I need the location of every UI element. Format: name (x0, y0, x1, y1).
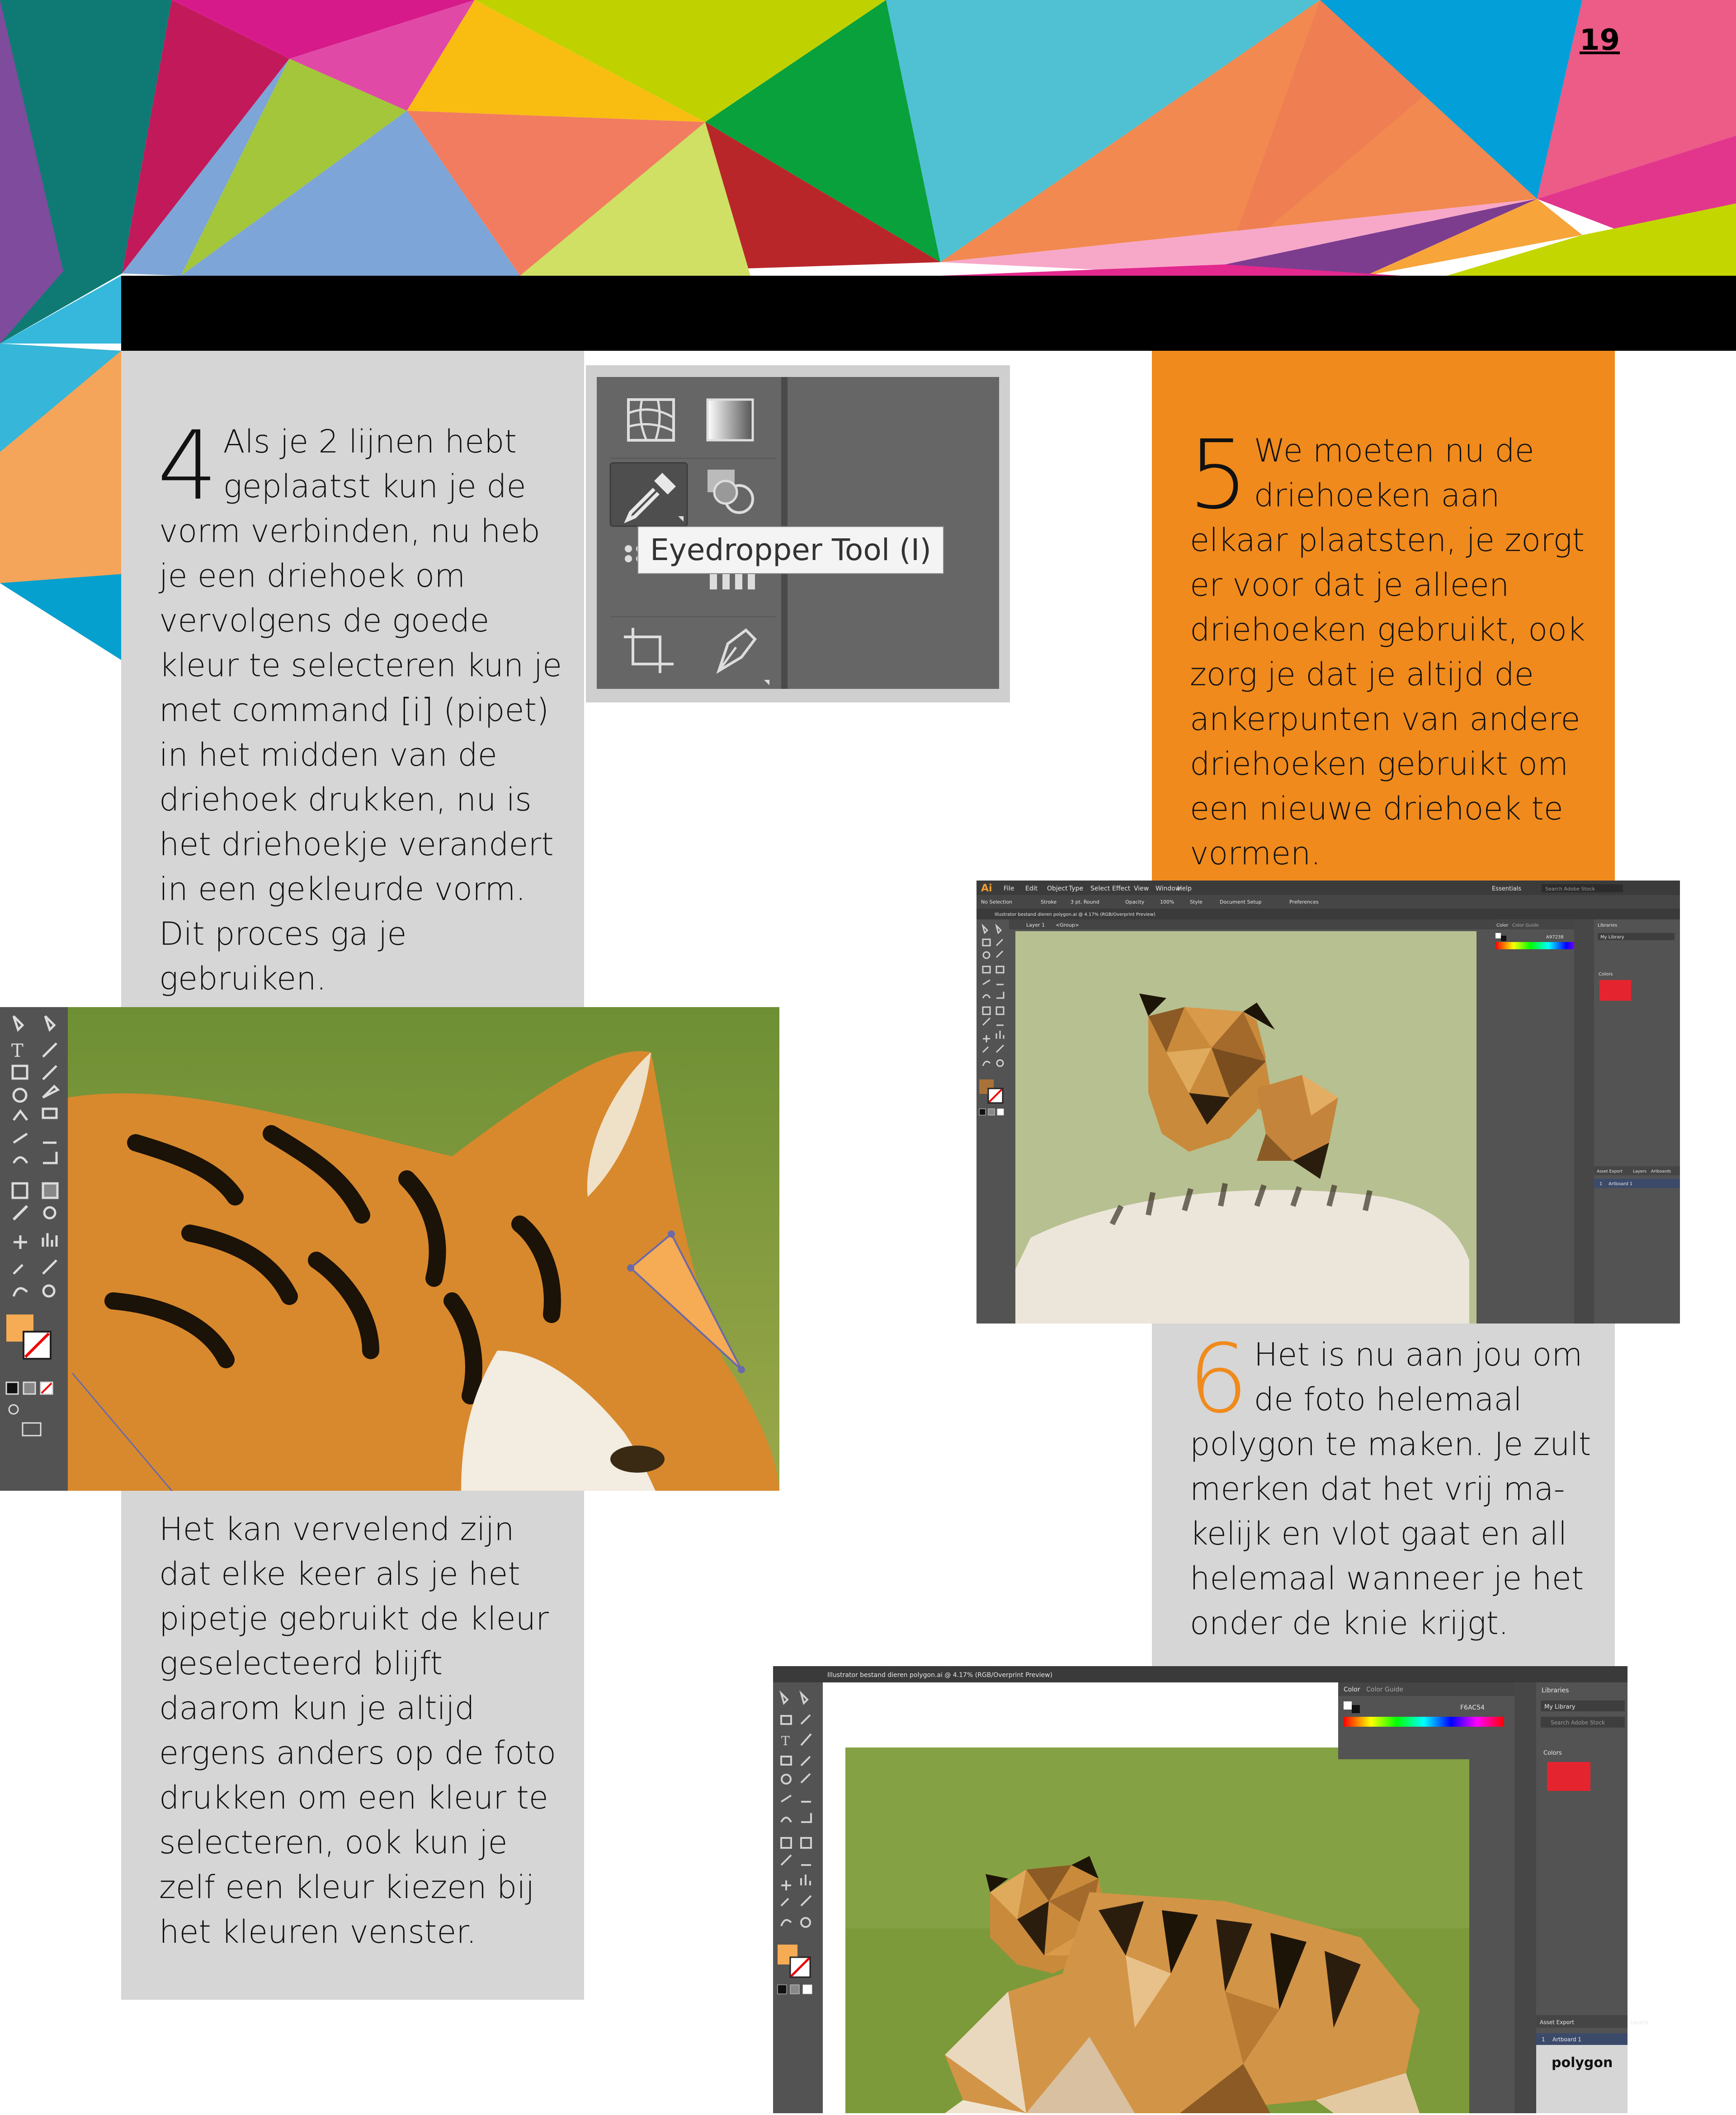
document-tab-0[interactable]: Illustrator bestand dieren polygon.ai @ 4.17% (RGB/Overprint Preview) (827, 1672, 1053, 1679)
step4-text: Als je 2 lijnen hebt geplaatst kun je de vorm verbinden, nu heb je een driehoek om vervolgens de goede kleur te selecteren kun je met command [i] (pipet) in het midden van de driehoek drukken, nu is het driehoekje verandert in een gekleurde vorm. Dit proces ga je gebruiken. (159, 423, 562, 997)
eyedropper-tool-icon[interactable] (610, 463, 687, 526)
control-item-3[interactable]: Opacity (1125, 899, 1145, 905)
illustrator-screenshot-bottom (773, 1666, 1648, 2113)
panel-dock (1574, 919, 1594, 1324)
tools-toolbar (773, 1682, 823, 2113)
control-item-5[interactable]: Style (1190, 899, 1203, 905)
illustrator-ui-bottom (773, 1666, 1648, 2113)
control-item-4[interactable]: 100% (1160, 899, 1175, 905)
illustrator-ui-mid (976, 881, 1680, 1324)
menu-item-7[interactable]: Window (1156, 885, 1181, 892)
page-number: 19 (1580, 24, 1620, 57)
step5-number: 5 (1188, 419, 1249, 530)
step5-text-block (1188, 419, 1597, 876)
artboard-name: Artboard 1 (1609, 1182, 1633, 1187)
header-bar (121, 276, 1736, 351)
step6-text-block (1188, 1324, 1597, 1646)
colors-label: Colors (1599, 972, 1613, 977)
svg-text:T: T (11, 1041, 24, 1061)
color-panel (1493, 919, 1574, 1324)
step4-number: 4 (157, 410, 218, 521)
app-logo: Ai (981, 883, 992, 894)
step4-text-block (157, 410, 566, 1001)
control-item-0[interactable]: No Selection (981, 899, 1013, 905)
brand-tag: polygon (1552, 2055, 1613, 2071)
tiger-closeup-screenshot (0, 1007, 779, 1491)
panel-dock (1514, 1682, 1536, 2113)
hex-value: F6AC54 (1460, 1704, 1485, 1711)
bottom-tab-0[interactable]: Asset Export (1597, 1169, 1623, 1174)
control-item-7[interactable]: Preferences (1289, 899, 1319, 905)
library-red-swatch[interactable] (1599, 980, 1631, 1001)
document-tab-0[interactable]: Illustrator bestand dieren polygon.ai @ 4.17% (RGB/Overprint Preview) (995, 912, 1156, 917)
color-spectrum[interactable] (1344, 1717, 1504, 1727)
menu-item-0[interactable]: File (1004, 885, 1014, 892)
svg-text:T: T (781, 1733, 790, 1748)
library-red-swatch[interactable] (1547, 1762, 1590, 1791)
tools-toolbar (0, 1007, 68, 1491)
artboard-number: 1 (1542, 2036, 1545, 2043)
color-guide-tab: Color Guide (1512, 923, 1539, 928)
illustrator-screenshot-mid (976, 881, 1680, 1324)
layer-crumb: Layer 1 (1026, 922, 1045, 928)
eyedropper-tooltip: Eyedropper Tool (I) (637, 526, 944, 574)
colors-label: Colors (1543, 1750, 1562, 1757)
stock-search-placeholder: Search Adobe Stock (1545, 886, 1595, 892)
menu-item-6[interactable]: View (1134, 885, 1149, 892)
menu-item-5[interactable]: Effect (1112, 885, 1131, 892)
color-guide-tab: Color Guide (1366, 1686, 1404, 1693)
bottom-tab-2[interactable]: Artboards (1651, 1169, 1671, 1174)
tools-toolbar (976, 919, 1009, 1324)
workspace-switcher[interactable]: Essentials (1492, 886, 1522, 892)
library-name: My Library (1544, 1704, 1576, 1710)
color-tab: Color (1496, 923, 1509, 928)
control-item-1[interactable]: Stroke (1041, 899, 1057, 905)
menu-item-4[interactable]: Select (1090, 885, 1110, 892)
artboard-name: Artboard 1 (1552, 2036, 1581, 2043)
menu-item-8[interactable]: Help (1177, 885, 1192, 892)
bottom-tab-0[interactable]: Asset Export (1540, 2019, 1574, 2026)
gradient-tool-icon[interactable] (708, 400, 753, 440)
step4-extra-text: Het kan vervelend zijn dat elke keer als je het pipetje gebruikt de kleur geselecteerd blijft daarom kun je altijd ergens anders op de foto drukken om een kleur te selecteren, ook kun je zelf een kleur kiezen bij het kleuren venster. (159, 1511, 557, 1950)
libraries-title: Libraries (1542, 1687, 1569, 1694)
step5-text: We moeten nu de driehoeken aan elkaar plaatsten, je zorgt er voor dat je alleen driehoeken gebruikt, ook zorg je dat je altijd de ankerpunten van andere driehoeken gebruikt om een nieuwe driehoek te vormen. (1190, 432, 1585, 872)
color-tab: Color (1344, 1686, 1360, 1693)
hex-value: A97238 (1546, 935, 1564, 940)
menu-item-1[interactable]: Edit (1025, 885, 1038, 892)
step6-text: Het is nu aan jou om de foto helemaal polygon te maken. Je zult merken dat het vrij ma-kelijk en vlot gaat en all helemaal wanneer je het onder de knie krijgt. (1190, 1336, 1591, 1642)
step6-number: 6 (1188, 1324, 1249, 1434)
group-crumb: <Group> (1056, 922, 1079, 928)
bottom-tab-1[interactable]: Layers (1630, 2019, 1648, 2026)
artboard-number: 1 (1599, 1182, 1603, 1187)
control-item-6[interactable]: Document Setup (1220, 899, 1262, 905)
layer-breadcrumb-bar (1009, 919, 1493, 929)
library-search-placeholder: Search Adobe Stock (1551, 1719, 1605, 1726)
menu-item-3[interactable]: Type (1069, 885, 1084, 892)
menu-item-2[interactable]: Object (1047, 885, 1068, 892)
bottom-tab-1[interactable]: Layers (1633, 1169, 1646, 1174)
library-name: My Library (1600, 935, 1624, 940)
control-item-2[interactable]: 3 pt. Round (1071, 899, 1099, 905)
libraries-title: Libraries (1598, 923, 1618, 928)
